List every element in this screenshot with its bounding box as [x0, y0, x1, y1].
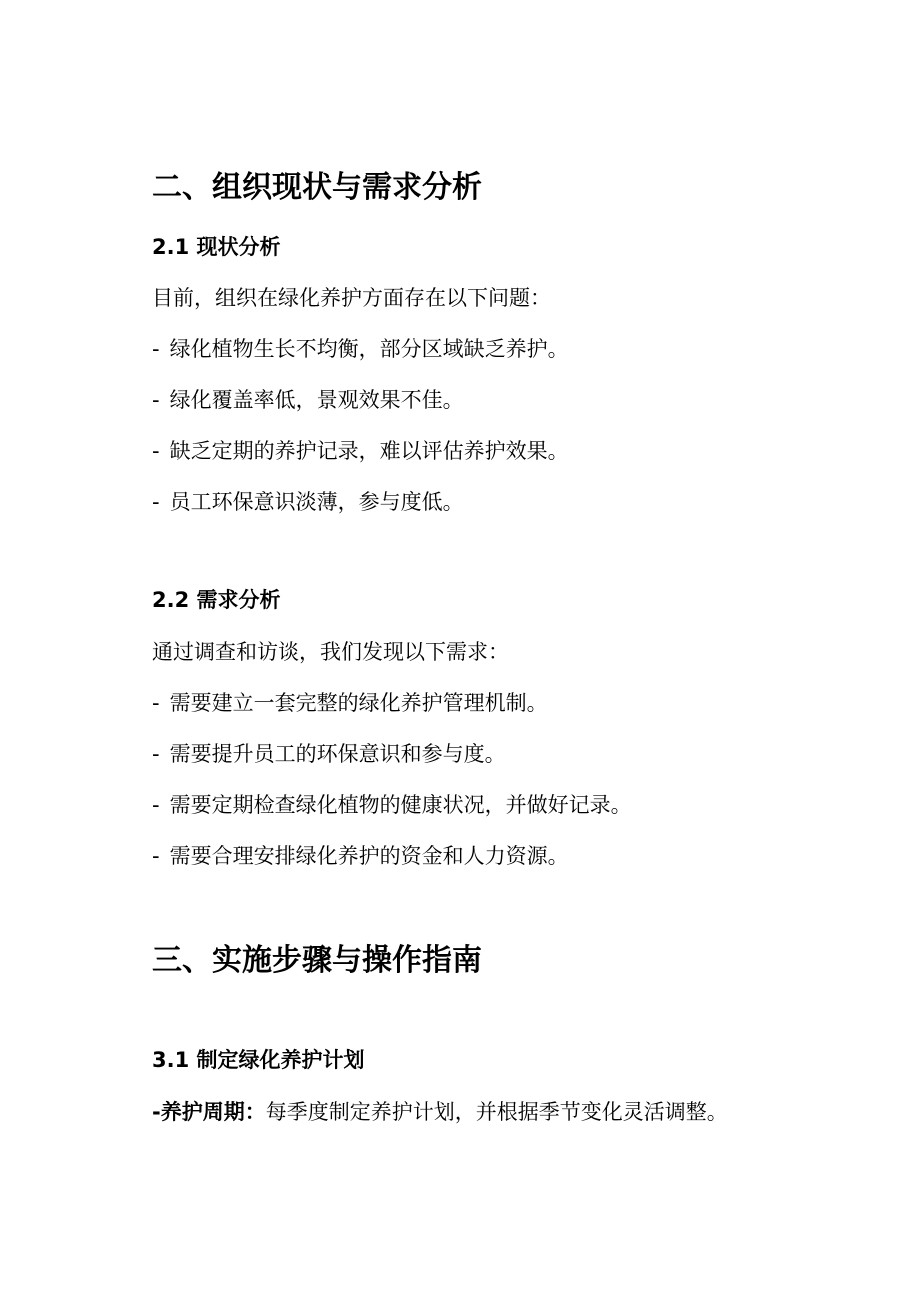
list-item-text: 每季度制定养护计划，并根据季节变化灵活调整。: [265, 1100, 728, 1124]
list-item: [152, 790, 632, 820]
list-marker: -: [152, 793, 160, 817]
list-marker: -: [152, 1100, 161, 1124]
list-item-text: 缺乏定期的养护记录，难以评估养护效果。: [169, 439, 569, 463]
list-item: [152, 1097, 728, 1127]
list-item-text: 需要建立一套完整的绿化养护管理机制。: [169, 691, 548, 715]
list-item: [152, 487, 464, 517]
list-marker: -: [152, 742, 160, 766]
list-item: [152, 841, 569, 871]
list-marker: -: [152, 388, 160, 412]
list-marker: -: [152, 844, 160, 868]
list-marker: -: [152, 337, 160, 361]
list-item-text: 绿化覆盖率低，景观效果不佳。: [169, 388, 464, 412]
list-marker: -: [152, 439, 160, 463]
list-item: [152, 436, 569, 466]
list-item: [152, 688, 548, 718]
list-item-label: 养护周期：: [160, 1100, 266, 1124]
subsection-2-2-heading: 2.2 需求分析: [152, 588, 281, 612]
subsection-2-1-heading: 2.1 现状分析: [152, 235, 281, 259]
list-item: [152, 334, 569, 364]
list-marker: -: [152, 490, 160, 514]
list-item-text: 需要提升员工的环保意识和参与度。: [169, 742, 506, 766]
list-item-text: 需要合理安排绿化养护的资金和人力资源。: [169, 844, 569, 868]
list-item-text: 员工环保意识淡薄，参与度低。: [169, 490, 464, 514]
list-item-text: 需要定期检查绿化植物的健康状况，并做好记录。: [169, 793, 632, 817]
subsection-2-2-intro: 通过调查和访谈，我们发现以下需求：: [152, 640, 509, 664]
list-item: [152, 739, 506, 769]
list-marker: -: [152, 691, 160, 715]
list-item-text: 绿化植物生长不均衡，部分区域缺乏养护。: [169, 337, 569, 361]
section-2-heading: 二、组织现状与需求分析: [152, 170, 482, 205]
subsection-2-1-intro: 目前，组织在绿化养护方面存在以下问题：: [152, 286, 551, 310]
list-item: [152, 385, 464, 415]
subsection-3-1-heading: 3.1 制定绿化养护计划: [152, 1048, 365, 1072]
section-3-heading: 三、实施步骤与操作指南: [152, 943, 482, 978]
